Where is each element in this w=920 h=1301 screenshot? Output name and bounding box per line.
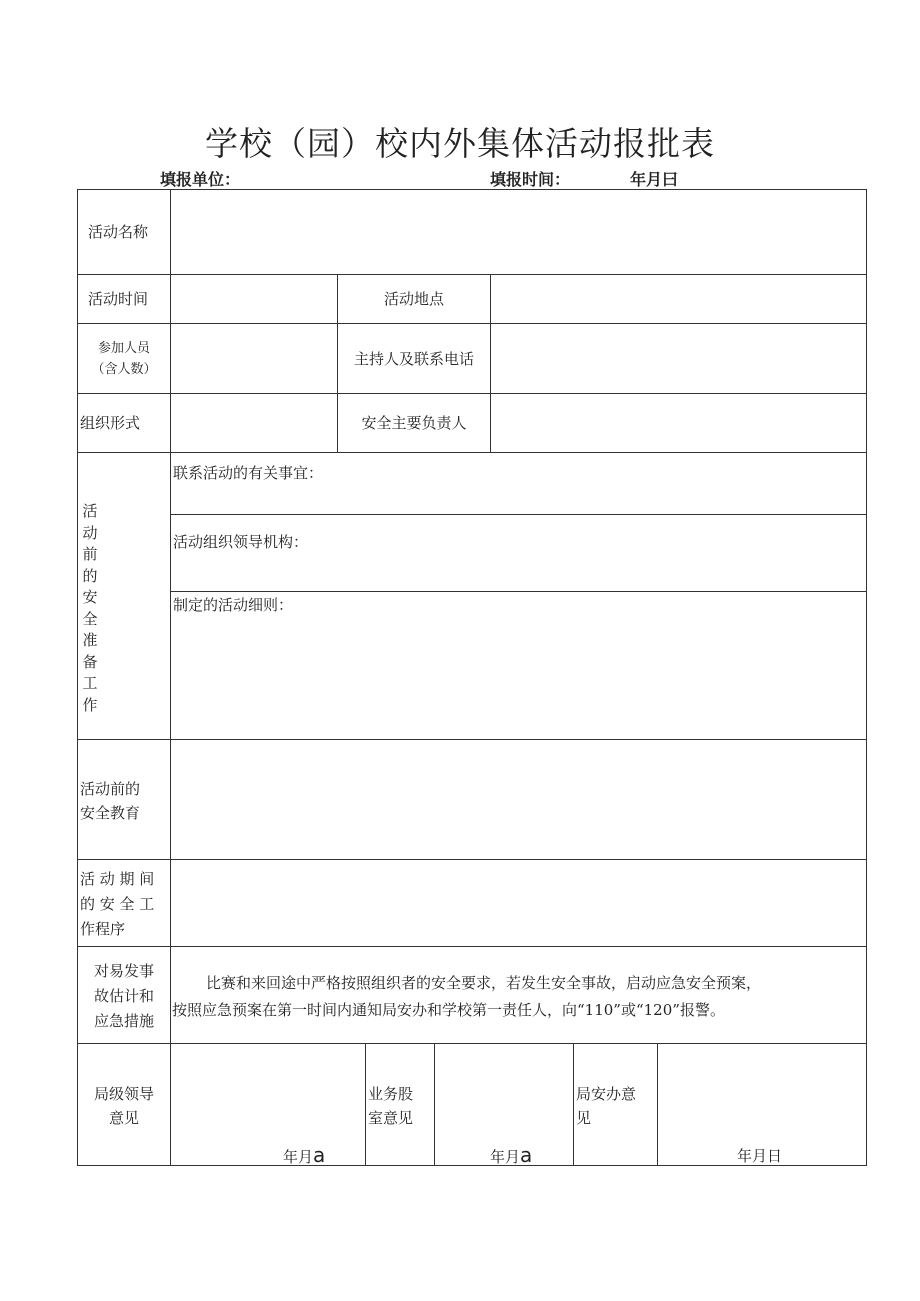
safety-procedure-label-3: 作程序 (80, 920, 126, 938)
emergency-label-2: 故估计和 (93, 987, 154, 1005)
column-divider (573, 1043, 574, 1166)
dept-date: 年月a (490, 1143, 533, 1167)
reporting-time-label: 填报时间： (490, 170, 571, 189)
activity-place-field[interactable] (491, 275, 867, 323)
safety-procedure-label-2: 的 安 全 工 (80, 895, 155, 913)
emergency-text-line: 比赛和来回途中严格按照组织者的安全要求，若发生安全事故，启动应急安全预案， (206, 974, 762, 992)
emergency-measures-text (172, 970, 866, 1024)
safety-office-date: 年月日 (737, 1147, 783, 1165)
activity-name-field[interactable] (171, 190, 867, 274)
row-divider (78, 946, 867, 947)
safety-procedure-label: 活 动 期 间 (80, 870, 155, 888)
dept-opinion-label: 业务股 (368, 1085, 414, 1103)
activity-time-label: 活动时间 (88, 290, 149, 308)
safety-education-field[interactable] (171, 740, 867, 859)
prep-leadership-label: 活动组织领导机构： (173, 533, 309, 551)
host-contact-label: 主持人及联系电话 (353, 350, 474, 368)
emergency-label-3: 应急措施 (93, 1012, 154, 1030)
safety-education-label: 活动前的 (80, 780, 141, 798)
activity-place-label: 活动地点 (383, 290, 444, 308)
safety-lead-label: 安全主要负责人 (361, 414, 467, 432)
activity-name-label: 活动名称 (88, 223, 149, 241)
row-divider (78, 452, 867, 453)
bureau-leader-opinion-field[interactable] (171, 1044, 365, 1166)
prep-contact-matters-label: 联系活动的有关事宜： (173, 464, 324, 482)
bureau-leader-opinion-label-2: 意见 (108, 1109, 139, 1127)
emergency-label: 对易发事 (93, 962, 154, 980)
prep-rules-label: 制定的活动细则： (173, 596, 294, 614)
reporting-date-text: 年月曰 (630, 170, 679, 189)
participants-label: 参加人员 (97, 341, 150, 356)
reporting-unit-label: 填报单位： (160, 170, 241, 189)
safety-office-opinion-label-2: 见 (576, 1109, 592, 1127)
column-divider (365, 1043, 366, 1166)
safety-office-opinion-label: 局安办意 (576, 1085, 637, 1103)
activity-time-field[interactable] (171, 275, 337, 323)
participants-field[interactable] (171, 324, 337, 393)
participants-count-label: （含人数） (91, 362, 157, 377)
safety-education-label-2: 安全教育 (80, 804, 141, 822)
row-divider (170, 514, 867, 515)
safety-lead-field[interactable] (491, 394, 867, 452)
bureau-leader-date: 年月a (283, 1143, 326, 1167)
host-contact-field[interactable] (491, 324, 867, 393)
page-title: 学校（园）校内外集体活动报批表 (205, 124, 715, 163)
safety-prep-label: 活动前的安全准备工作 (82, 502, 98, 714)
org-form-label: 组织形式 (80, 414, 141, 432)
safety-procedure-field[interactable] (171, 860, 867, 946)
dept-opinion-label-2: 室意见 (368, 1109, 414, 1127)
row-divider (170, 591, 867, 592)
org-form-field[interactable] (171, 394, 337, 452)
bureau-leader-opinion-label: 局级领导 (93, 1085, 154, 1103)
emergency-text-line: 按照应急预案在第一时间内通知局安办和学校第一责任人，向“110”或“120”报警。 (172, 1001, 725, 1019)
